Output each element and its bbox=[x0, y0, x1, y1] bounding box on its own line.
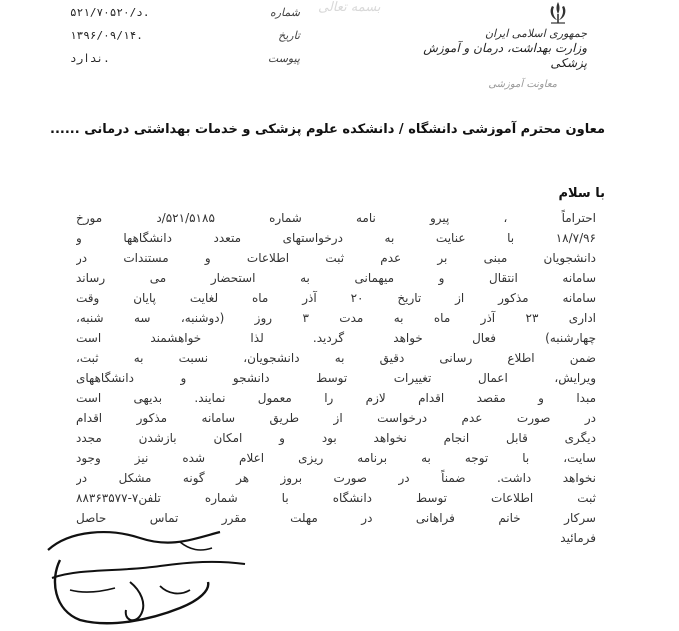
meta-attachment-value: ندارد. bbox=[70, 52, 110, 65]
body-line: ۱۸/۷/۹۶ با عنایت به درخواستهای متعدد دانشگاهها و bbox=[76, 231, 596, 245]
letter-recipient: معاون محترم آموزشی دانشگاه / دانشکده علوم پزشکی و خدمات بهداشتی درمانی ...... bbox=[50, 122, 605, 137]
meta-number-label: شماره bbox=[269, 6, 300, 19]
body-line: دانشجویان مبنی بر عدم ثبت اطلاعات و مستندات در bbox=[76, 251, 596, 265]
letter-meta bbox=[70, 6, 300, 75]
body-line: مبدا و مقصد اقدام لازم را معمول نمایند. بدیهی است bbox=[76, 391, 596, 405]
body-line: ویرایش، اعمال تغییرات توسط دانشجو و دانشگاههای bbox=[76, 371, 596, 385]
body-line: در صورت عدم درخواست از طریق سامانه مذکور اقدام bbox=[76, 411, 596, 425]
meta-number-value: د/۵۲۱/۷۰۵۲۰. bbox=[70, 6, 150, 19]
body-line: سرکار خانم فراهانی در مهلت مقرر تماس حاصل bbox=[76, 511, 596, 525]
body-line: چهارشنبه) فعال خواهد گردید. لذا خواهشمند است bbox=[76, 331, 596, 345]
handwritten-signature bbox=[40, 520, 260, 630]
body-line: سایت، با توجه به برنامه ریزی اعلام شده نیز وجود bbox=[76, 451, 596, 465]
meta-date-label: تاریخ bbox=[278, 29, 300, 42]
body-line: سامانه مذکور از تاریخ ۲۰ آذر ماه لغایت پایان وقت bbox=[76, 291, 596, 305]
body-line: اداری ۲۳ آذر ماه به مدت ۳ روز (دوشنبه، سه شنبه، bbox=[76, 311, 596, 325]
meta-number-row bbox=[70, 6, 300, 29]
meta-date-value: ۱۳۹۶/۰۹/۱۴. bbox=[70, 29, 143, 42]
body-line: سامانه انتقال و میهمانی به استحضار می رساند bbox=[76, 271, 596, 285]
meta-attachment-row bbox=[70, 52, 300, 75]
body-line: فرمائید bbox=[560, 531, 596, 545]
iran-emblem-icon bbox=[543, 0, 573, 26]
ministry-country: جمهوری اسلامی ایران bbox=[484, 27, 587, 40]
bismillah-heading: بسمه تعالی bbox=[318, 0, 381, 15]
meta-attachment-label: پیوست bbox=[267, 52, 300, 65]
body-line: نخواهد داشت. ضمناً در صورت بروز هر گونه مشکل در bbox=[76, 471, 596, 485]
body-line: احتراماً ، پیرو نامه شماره ۵۲۱/۵۱۸۵/د مورخ bbox=[76, 211, 596, 225]
ministry-department: معاونت آموزشی bbox=[488, 79, 557, 90]
ministry-name: وزارت بهداشت، درمان و آموزش پزشکی bbox=[423, 41, 587, 70]
letter-greeting: با سلام bbox=[558, 186, 605, 201]
meta-date-row bbox=[70, 29, 300, 52]
body-line: دیگری قابل انجام نخواهد بود و امکان بازشدن مجدد bbox=[76, 431, 596, 445]
body-line: ضمن اطلاع رسانی دقیق به دانشجویان، نسبت به ثبت، bbox=[76, 351, 596, 365]
body-line: ثبت اطلاعات توسط دانشگاه با شماره تلفن۷-۸۸۳۶۳۵۷۷ bbox=[76, 491, 596, 505]
ministry-header bbox=[387, 26, 587, 92]
